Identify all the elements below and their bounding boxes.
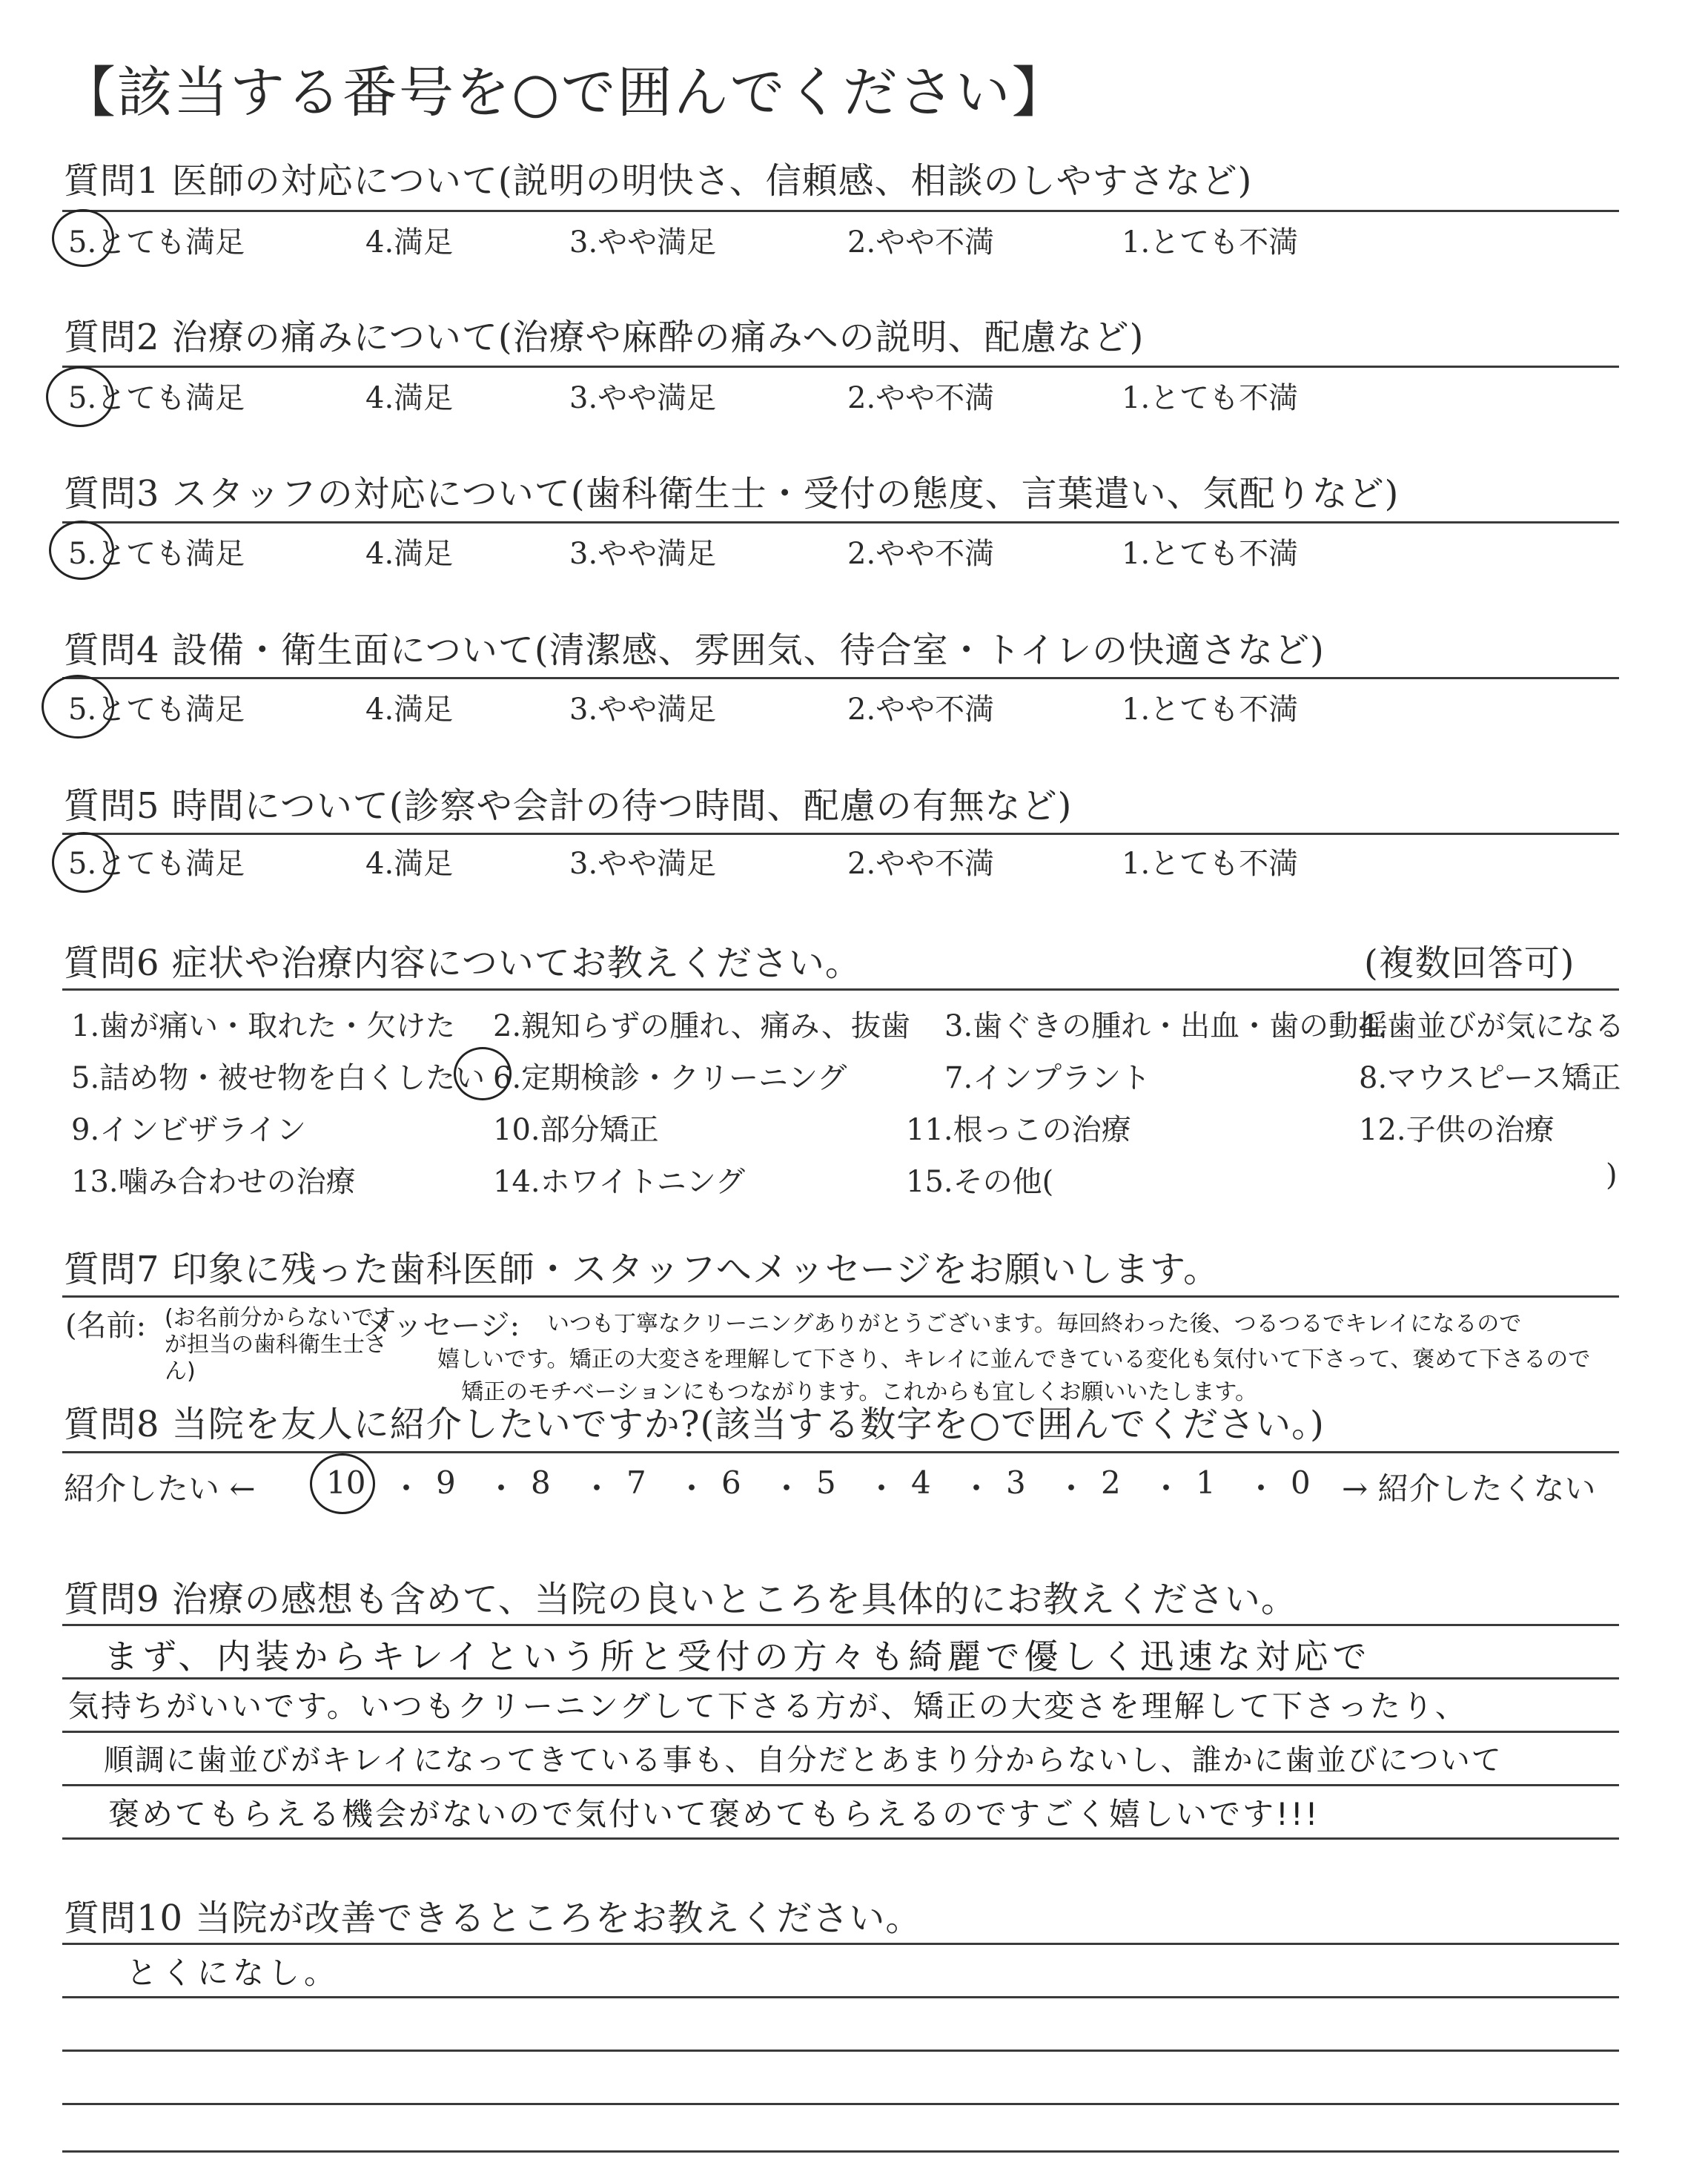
divider — [62, 988, 1619, 991]
divider — [62, 677, 1619, 679]
q6-option-2[interactable]: 2.親知らずの腫れ、痛み、抜歯 — [493, 1009, 910, 1043]
answer-line — [62, 1837, 1619, 1840]
answer-line — [62, 1943, 1619, 1945]
divider — [62, 1451, 1619, 1453]
scale-dot: ・ — [866, 1470, 898, 1507]
multiple-answers-note: (複数回答可) — [1364, 942, 1575, 984]
q6-option-12[interactable]: 12.子供の治療 — [1359, 1113, 1555, 1147]
scale-dot: ・ — [676, 1470, 708, 1507]
message-label: メッセージ: — [363, 1309, 520, 1343]
scale-dot: ・ — [961, 1470, 993, 1507]
answer-line — [62, 2103, 1619, 2105]
recommend-left-label: 紹介したい ← — [64, 1470, 256, 1507]
name-label: (名前: — [65, 1309, 147, 1343]
q3-option-2[interactable]: 2.やや不満 — [847, 537, 995, 571]
divider — [62, 521, 1619, 524]
handwritten-answer-line: 気持ちがいいです。いつもクリーニングして下さる方が、矯正の大変さを理解して下さったり、 — [68, 1688, 1468, 1724]
answer-line — [62, 2150, 1619, 2153]
divider — [62, 210, 1619, 212]
q6-option-1[interactable]: 1.歯が痛い・取れた・欠けた — [71, 1009, 456, 1043]
scale-dot: ・ — [1245, 1470, 1277, 1507]
handwritten-message-line: いつも丁寧なクリーニングありがとうございます。毎回終わった後、つるつるでキレイになるので — [547, 1311, 1522, 1337]
question-4-title: 質問4 設備・衛生面について(清潔感、雰囲気、待合室・トイレの快適さなど) — [64, 630, 1325, 671]
scale-4[interactable]: 4 — [911, 1464, 931, 1501]
selection-circle — [46, 366, 114, 427]
q5-option-2[interactable]: 2.やや不満 — [847, 847, 995, 881]
q6-other-close-paren: ) — [1606, 1158, 1618, 1192]
q6-option-3[interactable]: 3.歯ぐきの腫れ・出血・歯の動揺 — [944, 1009, 1388, 1043]
selection-circle — [454, 1047, 512, 1100]
recommend-right-label: → 紹介したくない — [1342, 1470, 1596, 1507]
scale-6[interactable]: 6 — [721, 1464, 741, 1501]
q1-option-1[interactable]: 1.とても不満 — [1122, 225, 1299, 260]
q4-option-4[interactable]: 4.満足 — [365, 693, 454, 727]
q3-option-3[interactable]: 3.やや満足 — [569, 537, 717, 571]
scale-dot: ・ — [771, 1470, 803, 1507]
divider — [62, 366, 1619, 368]
q6-option-11[interactable]: 11.根っこの治療 — [906, 1113, 1131, 1147]
scale-3[interactable]: 3 — [1006, 1464, 1026, 1501]
question-8-title: 質問8 当院を友人に紹介したいですか?(該当する数字を○で囲んでください。) — [64, 1404, 1325, 1445]
selection-circle — [52, 209, 114, 267]
selection-circle — [52, 832, 116, 893]
q3-option-1[interactable]: 1.とても不満 — [1122, 537, 1299, 571]
answer-line — [62, 1624, 1619, 1626]
q1-option-5[interactable]: 5.とても満足 — [68, 225, 245, 260]
question-5-title: 質問5 時間について(診察や会計の待つ時間、配慮の有無など) — [64, 785, 1073, 827]
scale-1[interactable]: 1 — [1196, 1464, 1216, 1501]
q2-option-3[interactable]: 3.やや満足 — [569, 381, 717, 415]
q3-option-5[interactable]: 5.とても満足 — [68, 537, 245, 571]
q4-option-3[interactable]: 3.やや満足 — [569, 693, 717, 727]
scale-dot: ・ — [1056, 1470, 1088, 1507]
scale-8[interactable]: 8 — [531, 1464, 551, 1501]
q6-option-4[interactable]: 4.歯並びが気になる — [1359, 1009, 1625, 1043]
answer-line — [62, 1731, 1619, 1733]
q4-option-5[interactable]: 5.とても満足 — [68, 693, 245, 727]
q2-option-5[interactable]: 5.とても満足 — [68, 381, 245, 415]
question-10-title: 質問10 当院が改善できるところをお教えください。 — [64, 1898, 922, 1939]
answer-line — [62, 1996, 1619, 1998]
scale-2[interactable]: 2 — [1101, 1464, 1121, 1501]
scale-dot: ・ — [581, 1470, 613, 1507]
scale-dot: ・ — [486, 1470, 517, 1507]
scale-7[interactable]: 7 — [626, 1464, 646, 1501]
q6-option-13[interactable]: 13.噛み合わせの治療 — [71, 1165, 356, 1199]
divider — [62, 1295, 1619, 1298]
q6-option-5[interactable]: 5.詰め物・被せ物を白くしたい — [71, 1061, 486, 1095]
q6-option-8[interactable]: 8.マウスピース矯正 — [1359, 1061, 1621, 1095]
q4-option-2[interactable]: 2.やや不満 — [847, 693, 995, 727]
selection-circle — [42, 675, 114, 739]
q6-option-10[interactable]: 10.部分矯正 — [493, 1113, 659, 1147]
handwritten-answer: とくになし。 — [126, 1955, 340, 1991]
question-3-title: 質問3 スタッフの対応について(歯科衛生士・受付の態度、言葉遣い、気配りなど) — [64, 473, 1400, 515]
handwritten-answer-line: まず、内装からキレイという所と受付の方々も綺麗で優しく迅速な対応で — [104, 1636, 1371, 1677]
q2-option-1[interactable]: 1.とても不満 — [1122, 381, 1299, 415]
q2-option-4[interactable]: 4.満足 — [365, 381, 454, 415]
question-7-title: 質問7 印象に残った歯科医師・スタッフへメッセージをお願いします。 — [64, 1249, 1220, 1290]
selection-circle — [49, 521, 114, 580]
question-2-title: 質問2 治療の痛みについて(治療や麻酔の痛みへの説明、配慮など) — [64, 317, 1145, 358]
handwritten-name: (お名前分からないですが担当の歯科衛生士さん) — [165, 1305, 396, 1384]
q4-option-1[interactable]: 1.とても不満 — [1122, 693, 1299, 727]
question-6-title: 質問6 症状や治療内容についてお教えください。 — [64, 942, 861, 984]
question-1-title: 質問1 医師の対応について(説明の明快さ、信頼感、相談のしやすさなど) — [64, 160, 1253, 202]
q6-option-7[interactable]: 7.インプラント — [944, 1061, 1151, 1095]
q5-option-1[interactable]: 1.とても不満 — [1122, 847, 1299, 881]
scale-9[interactable]: 9 — [436, 1464, 456, 1501]
page-title: 【該当する番号を○で囲んでください】 — [61, 61, 1068, 125]
q5-option-3[interactable]: 3.やや満足 — [569, 847, 717, 881]
scale-10[interactable]: 10 — [326, 1464, 366, 1501]
q6-option-15[interactable]: 15.その他( — [906, 1165, 1054, 1199]
handwritten-answer-line: 順調に歯並びがキレイになってきている事も、自分だとあまり分からないし、誰かに歯並びについて — [104, 1743, 1503, 1777]
question-9-title: 質問9 治療の感想も含めて、当院の良いところを具体的にお教えください。 — [64, 1579, 1297, 1620]
scale-dot: ・ — [391, 1470, 423, 1507]
answer-line — [62, 2050, 1619, 2052]
scale-5[interactable]: 5 — [816, 1464, 836, 1501]
q6-option-14[interactable]: 14.ホワイトニング — [493, 1165, 746, 1199]
q6-option-6[interactable]: 6.定期検診・クリーニング — [493, 1061, 847, 1095]
scale-dot: ・ — [1151, 1470, 1182, 1507]
scale-0[interactable]: 0 — [1291, 1464, 1311, 1501]
handwritten-answer-line: 褒めてもらえる機会がないので気付いて褒めてもらえるのですごく嬉しいです!!! — [108, 1796, 1320, 1832]
q1-option-2[interactable]: 2.やや不満 — [847, 225, 995, 260]
q6-option-9[interactable]: 9.インビザライン — [71, 1113, 306, 1147]
divider — [62, 833, 1619, 835]
q5-option-4[interactable]: 4.満足 — [365, 847, 454, 881]
q1-option-4[interactable]: 4.満足 — [365, 225, 454, 260]
handwritten-message-line: 嬉しいです。矯正の大変さを理解して下さり、キレイに並んできている変化も気付いて下さって、褒めて下さるので — [437, 1347, 1591, 1373]
q5-option-5[interactable]: 5.とても満足 — [68, 847, 245, 881]
q3-option-4[interactable]: 4.満足 — [365, 537, 454, 571]
q1-option-3[interactable]: 3.やや満足 — [569, 225, 717, 260]
answer-line — [62, 1784, 1619, 1786]
handwritten-message-line: 矯正のモチベーションにもつながります。これからも宜しくお願いいたします。 — [461, 1379, 1257, 1405]
q2-option-2[interactable]: 2.やや不満 — [847, 381, 995, 415]
selection-circle — [310, 1453, 375, 1514]
